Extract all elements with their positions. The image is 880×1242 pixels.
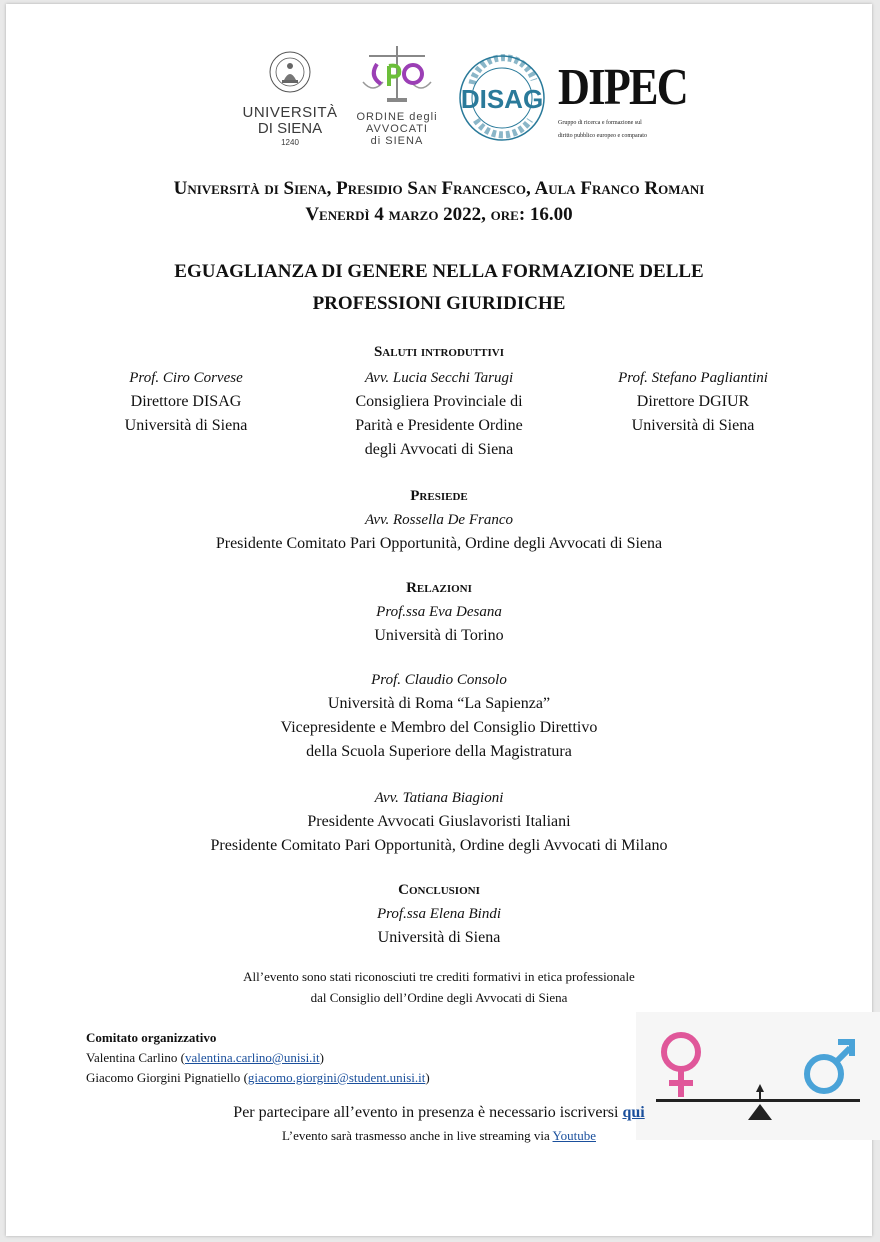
event-flyer — [6, 4, 872, 1236]
speaker-role: della Scuola Superiore della Magistratura — [306, 743, 572, 760]
comitato-organizzativo — [86, 1028, 430, 1088]
title-line2: PROFESSIONI GIURIDICHE — [312, 293, 566, 314]
venue-location: Università di Siena, Presidio San Francesco, Aula Franco Romani — [173, 178, 705, 199]
speaker-name: Avv. Lucia Secchi Tarugi — [364, 370, 514, 386]
ordine-line1: ORDINE degli — [356, 111, 438, 123]
dipec-subtitle-1: Gruppo di ricerca e formazione sul — [558, 120, 642, 126]
ordine-line2: AVVOCATI — [366, 123, 428, 135]
iscrizione-text: Per partecipare all’evento in presenza è necessario iscriversi — [233, 1104, 619, 1121]
unisi-line2: DI SIENA — [257, 120, 323, 137]
speaker-affiliation: Università di Torino — [374, 627, 504, 644]
member-name: Giacomo Giorgini Pignatiello — [86, 1070, 241, 1085]
logo-ordine-avvocati — [352, 42, 442, 158]
dipec-label: DIPEC — [558, 59, 688, 116]
streaming-text: L’evento sarà trasmesso anche in live streaming via — [282, 1128, 550, 1143]
venue-block — [6, 176, 872, 228]
member-email-link[interactable]: giacomo.giorgini@student.unisi.it — [247, 1070, 426, 1085]
female-symbol-icon — [664, 1035, 698, 1097]
speaker-affiliation: degli Avvocati di Siena — [364, 441, 514, 458]
conclusioni-heading: Conclusioni — [398, 882, 480, 898]
speaker-name: Prof.ssa Elena Bindi — [376, 906, 502, 922]
speaker-role: Vicepresidente e Membro del Consiglio Direttivo — [280, 719, 598, 736]
crediti-line1: All’evento sono stati riconosciuti tre crediti formativi in etica professionale — [243, 969, 635, 984]
speaker-role: Direttore DGIUR — [636, 393, 750, 410]
speaker-name: Prof. Claudio Consolo — [371, 672, 507, 688]
relazioni-heading: Relazioni — [406, 580, 472, 596]
speaker-name: Prof.ssa Eva Desana — [376, 604, 502, 620]
saluto-speaker-2 — [329, 366, 549, 462]
speaker-name: Avv. Tatiana Biagioni — [374, 790, 504, 806]
comitato-member: Giacomo Giorgini Pignatiello (giacomo.giorgini@student.unisi.it) — [86, 1070, 430, 1085]
unisi-year: 1240 — [281, 138, 299, 147]
relatore-consolo — [6, 668, 872, 764]
speaker-name: Prof. Stefano Pagliantini — [618, 370, 768, 386]
title-line1: EGUAGLIANZA DI GENERE NELLA FORMAZIONE DELLE — [174, 261, 704, 282]
logo-disag — [450, 50, 558, 146]
crediti-note — [6, 966, 872, 1008]
logo-dipec — [558, 59, 688, 148]
conclusioni-section — [6, 878, 872, 950]
crediti-line2: dal Consiglio dell’Ordine degli Avvocati di Siena — [310, 990, 568, 1005]
speaker-role: Direttore DISAG — [130, 393, 242, 410]
unisi-seal-icon — [268, 48, 312, 100]
speaker-affiliation: Università di Roma “La Sapienza” — [327, 695, 551, 712]
saluto-speaker-3 — [583, 366, 803, 438]
logo-universita-siena — [240, 48, 340, 150]
male-symbol-icon — [807, 1042, 852, 1091]
relazioni-section — [6, 576, 872, 648]
speaker-affiliation: Università di Siena — [631, 417, 755, 434]
speaker-role: Presidente Comitato Pari Opportunità, Ordine degli Avvocati di Milano — [210, 837, 668, 854]
speaker-role: Parità e Presidente Ordine — [355, 417, 523, 434]
speaker-role: Presidente Comitato Pari Opportunità, Ordine degli Avvocati di Siena — [215, 535, 663, 552]
speaker-affiliation: Università di Siena — [124, 417, 248, 434]
member-email-link[interactable]: valentina.carlino@unisi.it — [184, 1050, 320, 1065]
presiede-section — [6, 484, 872, 556]
saluto-speaker-1 — [76, 366, 296, 438]
unisi-line1: UNIVERSITÀ — [242, 104, 338, 121]
venue-datetime: Venerdì 4 marzo 2022, ore: 16.00 — [305, 204, 573, 225]
speaker-name: Avv. Rossella De Franco — [364, 512, 513, 528]
event-title — [6, 256, 872, 320]
youtube-link[interactable]: Youtube — [552, 1128, 596, 1143]
iscrizione-line — [6, 1102, 872, 1124]
presiede-heading: Presiede — [410, 488, 468, 504]
ordine-scales-icon — [359, 42, 435, 106]
streaming-line — [6, 1126, 872, 1146]
comitato-heading: Comitato organizzativo — [86, 1030, 217, 1045]
dipec-subtitle-2: diritto pubblico europeo e comparato — [558, 133, 647, 139]
speaker-role: Presidente Avvocati Giuslavoristi Italiani — [307, 813, 571, 830]
relatore-biagioni — [6, 786, 872, 858]
speaker-role: Consigliera Provinciale di — [355, 393, 523, 410]
iscrizione-link[interactable]: qui — [622, 1104, 645, 1121]
comitato-member: Valentina Carlino (valentina.carlino@unisi.it) — [86, 1050, 324, 1065]
saluti-heading: Saluti introduttivi — [373, 344, 505, 360]
ordine-line3: di SIENA — [370, 135, 424, 147]
member-name: Valentina Carlino — [86, 1050, 178, 1065]
disag-label: DISAG — [460, 84, 544, 114]
speaker-name: Prof. Ciro Corvese — [129, 370, 243, 386]
disag-seal-icon — [450, 50, 558, 146]
speaker-affiliation: Università di Siena — [377, 929, 501, 946]
